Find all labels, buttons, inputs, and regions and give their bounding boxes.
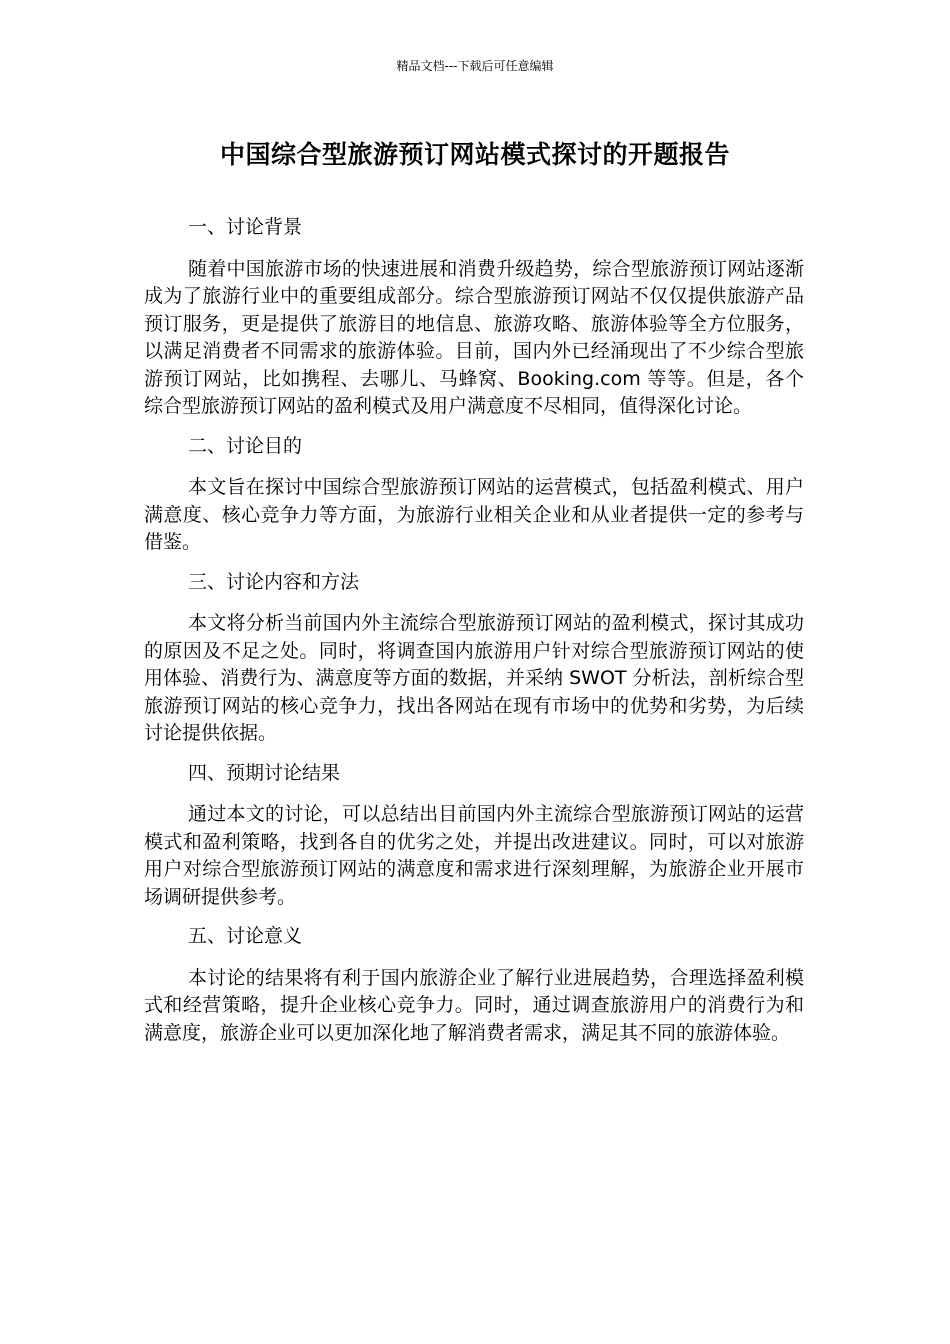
- section-purpose: [144, 433, 804, 557]
- section-heading: 三、讨论内容和方法: [188, 570, 360, 593]
- section-paragraph: 本文将分析当前国内外主流综合型旅游预订网站的盈利模式，探讨其成功的原因及不足之处。同时，将调查国内旅游用户针对综合型旅游预订网站的使用体验、消费行为、满意度等方面的数据，并采纳 SWOT 分析法，剖析综合型旅游预订网站的核心竞争力，找出各网站在现有市场中的优势和劣势，为后续讨论提供依据。: [144, 612, 804, 744]
- section-heading: 二、讨论目的: [188, 434, 303, 457]
- page-header-note: 精品文档---下载后可任意编辑: [396, 59, 554, 73]
- section-paragraph: 通过本文的讨论，可以总结出目前国内外主流综合型旅游预订网站的运营模式和盈利策略，找到各自的优劣之处，并提出改进建议。同时，可以对旅游用户对综合型旅游预订网站的满意度和需求进行深刻理解，为旅游企业开展市场调研提供参考。: [144, 803, 804, 908]
- section-paragraph: 随着中国旅游市场的快速进展和消费升级趋势，综合型旅游预订网站逐渐成为了旅游行业中的重要组成部分。综合型旅游预订网站不仅仅提供旅游产品预订服务，更是提供了旅游目的地信息、旅游攻略、旅游体验等全方位服务，以满足消费者不同需求的旅游体验。目前，国内外已经涌现出了不少综合型旅游预订网站，比如携程、去哪儿、马蜂窝、Booking.com 等等。但是，各个综合型旅游预订网站的盈利模式及用户满意度不尽相同，值得深化讨论。: [144, 257, 804, 417]
- section-background: [144, 214, 804, 421]
- section-significance: [144, 923, 804, 1047]
- document-body: [144, 214, 804, 1059]
- section-heading: 五、讨论意义: [188, 925, 303, 947]
- section-paragraph: 本讨论的结果将有利于国内旅游企业了解行业进展趋势，合理选择盈利模式和经营策略，提升企业核心竞争力。同时，通过调查旅游用户的消费行为和满意度，旅游企业可以更加深化地了解消费者需求，满足其不同的旅游体验。: [144, 966, 804, 1044]
- section-paragraph: 本文旨在探讨中国综合型旅游预订网站的运营模式，包括盈利模式、用户满意度、核心竞争力等方面，为旅游行业相关企业和从业者提供一定的参考与借鉴。: [144, 476, 804, 553]
- section-content-method: [144, 569, 804, 748]
- section-expected-results: [144, 760, 804, 912]
- section-heading: 一、讨论背景: [188, 216, 303, 238]
- section-heading: 四、预期讨论结果: [188, 761, 341, 784]
- document-title: 中国综合型旅游预订网站模式探讨的开题报告: [219, 140, 730, 169]
